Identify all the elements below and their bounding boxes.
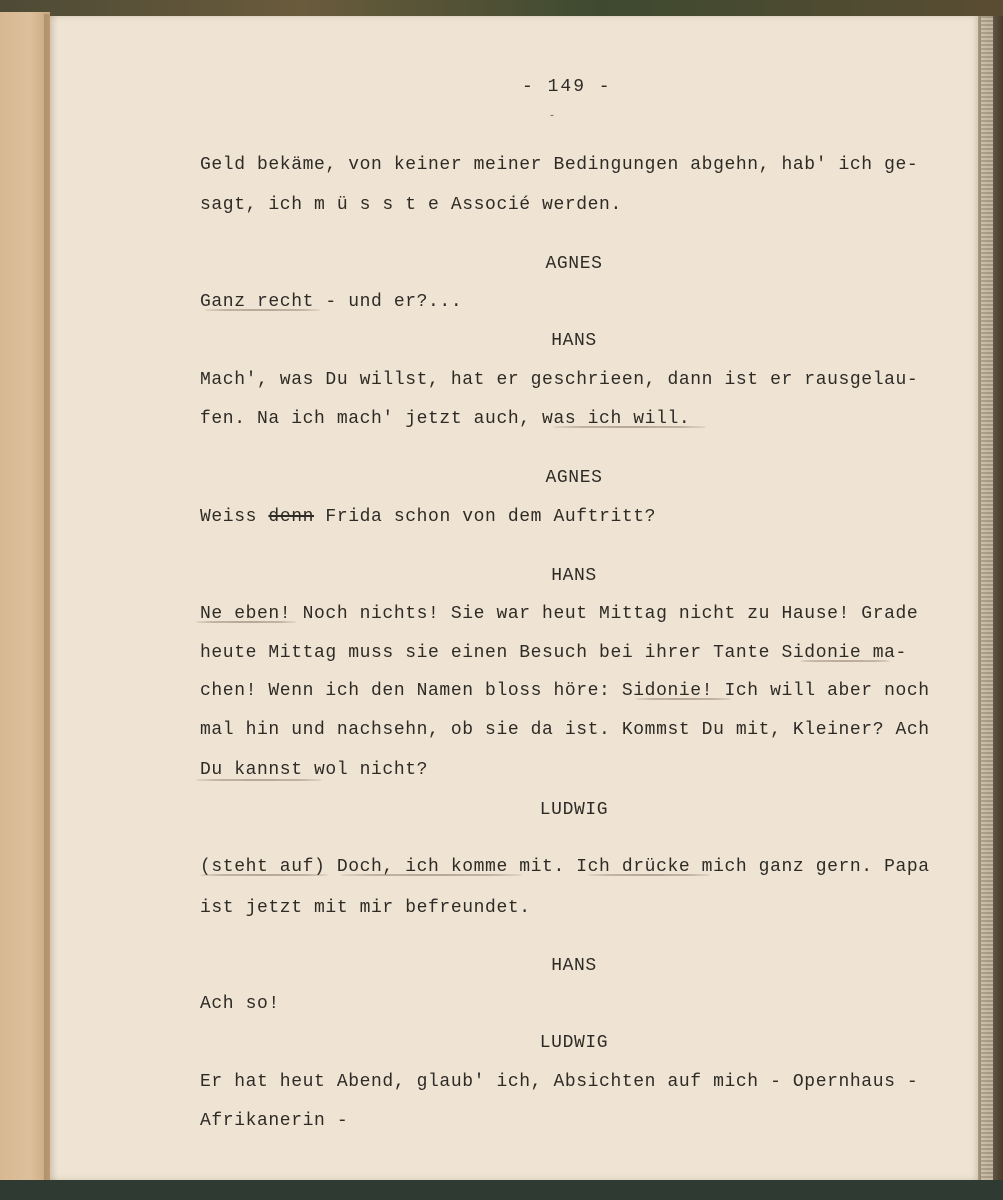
- text-line: heute Mittag muss sie einen Besuch bei ihrer Tante Sidonie ma-: [200, 643, 907, 663]
- left-page-edge: [0, 12, 50, 1182]
- page-number: - 149 -: [522, 77, 612, 97]
- text-line: sagt, ich m ü s s t e Associé werden.: [200, 195, 622, 215]
- pencil-underline: [588, 874, 710, 876]
- pencil-underline: [196, 621, 296, 623]
- struck-word: denn: [268, 507, 315, 527]
- pencil-underline: [340, 874, 522, 876]
- text-line: Ganz recht - und er?...: [200, 292, 463, 312]
- speaker-name: LUDWIG: [539, 800, 609, 820]
- text-line: Weiss denn Frida schon von dem Auftritt?: [200, 507, 657, 527]
- text-line: fen. Na ich mach' jetzt auch, was ich will.: [200, 409, 691, 429]
- text-line: Er hat heut Abend, glaub' ich, Absichten auf mich - Opernhaus -: [200, 1072, 919, 1092]
- text-line: Geld bekäme, von keiner meiner Bedingungen abgehn, hab' ich ge-: [200, 155, 919, 175]
- speaker-name: HANS: [551, 956, 597, 976]
- text-line: Mach', was Du willst, hat er geschrieen, dann ist er rausgelau-: [200, 370, 919, 390]
- text-line: Du kannst wol nicht?: [200, 760, 429, 780]
- pencil-underline: [800, 660, 890, 662]
- text-line: mal hin und nachsehn, ob sie da ist. Kommst Du mit, Kleiner? Ach: [200, 720, 930, 740]
- text-line: chen! Wenn ich den Namen bloss höre: Sidonie! Ich will aber noch: [200, 681, 930, 701]
- speaker-name: AGNES: [545, 468, 603, 488]
- page-stack-edge: [978, 16, 1003, 1180]
- text-line: Ach so!: [200, 994, 280, 1014]
- pencil-underline: [636, 698, 731, 700]
- page-mark: ˘: [549, 115, 556, 126]
- text-line: Ne eben! Noch nichts! Sie war heut Mittag nicht zu Hause! Grade: [200, 604, 919, 624]
- spine-shadow: [44, 14, 58, 1180]
- pencil-underline: [200, 874, 328, 876]
- pencil-underline: [196, 779, 322, 781]
- speaker-name: LUDWIG: [539, 1033, 609, 1053]
- pencil-underline: [553, 426, 706, 428]
- text-line: (steht auf) Doch, ich komme mit. Ich drücke mich ganz gern. Papa: [200, 857, 930, 877]
- text-line: Afrikanerin -: [200, 1111, 349, 1131]
- speaker-name: AGNES: [545, 254, 603, 274]
- speaker-name: HANS: [551, 331, 597, 351]
- speaker-name: HANS: [551, 566, 597, 586]
- pencil-underline: [205, 309, 320, 311]
- typescript-page: [50, 16, 980, 1180]
- book-cover-bottom: [0, 1180, 1003, 1200]
- text-line: ist jetzt mit mir befreundet.: [200, 898, 531, 918]
